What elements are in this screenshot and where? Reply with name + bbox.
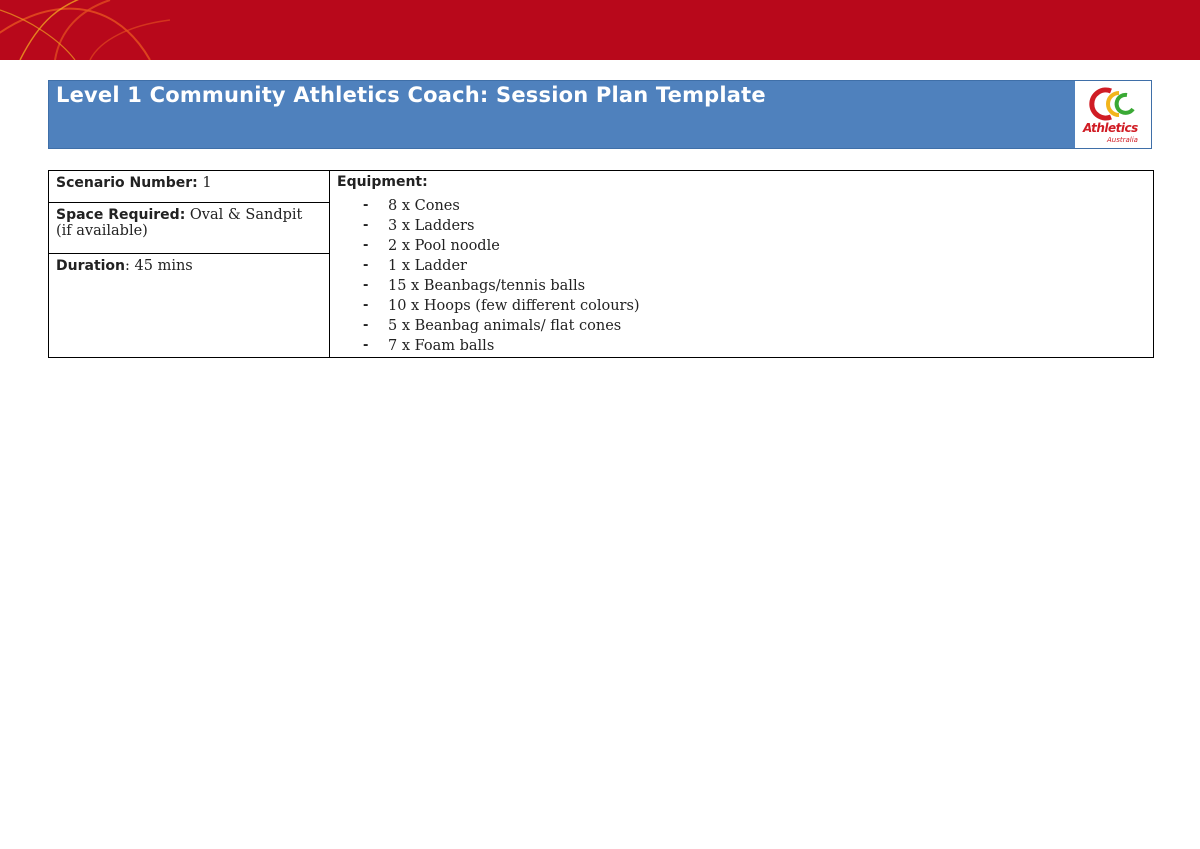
duration-label: Duration [56, 258, 126, 274]
equipment-label: Equipment: [337, 174, 428, 190]
bullet-dash: - [363, 338, 369, 353]
page-title: Level 1 Community Athletics Coach: Session Plan Template [56, 83, 766, 107]
session-info-table [48, 170, 1154, 358]
bullet-dash: - [363, 298, 369, 313]
logo-subtext: Australia [1107, 136, 1138, 144]
bullet-dash: - [363, 238, 369, 253]
equipment-item: 15 x Beanbags/tennis balls [388, 278, 586, 294]
equipment-cell [330, 171, 1154, 358]
top-banner [0, 0, 1200, 60]
equipment-item: 8 x Cones [388, 198, 460, 214]
list-item [337, 256, 1145, 276]
list-item [337, 316, 1145, 336]
space-value: Oval & Sandpit (if available) [56, 207, 303, 239]
equipment-item: 3 x Ladders [388, 218, 475, 234]
duration-value: : 45 mins [125, 258, 193, 274]
list-item [337, 296, 1145, 316]
list-item [337, 276, 1145, 296]
athletics-australia-logo [1075, 81, 1151, 148]
bullet-dash: - [363, 258, 369, 273]
equipment-list [337, 196, 1145, 356]
space-required-cell [49, 203, 330, 254]
scenario-cell [49, 171, 330, 203]
equipment-item: 10 x Hoops (few different colours) [388, 298, 640, 314]
scenario-label: Scenario Number: [56, 175, 198, 191]
equipment-item: 5 x Beanbag animals/ flat cones [388, 318, 622, 334]
bullet-dash: - [363, 218, 369, 233]
duration-cell [49, 254, 330, 358]
list-item [337, 196, 1145, 216]
banner-swirl-graphic [0, 0, 1200, 60]
equipment-item: 2 x Pool noodle [388, 238, 500, 254]
list-item [337, 336, 1145, 356]
bullet-dash: - [363, 278, 369, 293]
space-label: Space Required: [56, 207, 186, 223]
equipment-item: 7 x Foam balls [388, 338, 495, 354]
list-item [337, 216, 1145, 236]
equipment-item: 1 x Ladder [388, 258, 467, 274]
logo-text: Athletics [1083, 121, 1138, 135]
scenario-value: 1 [202, 175, 212, 191]
bullet-dash: - [363, 318, 369, 333]
bullet-dash: - [363, 198, 369, 213]
header-bar [48, 80, 1152, 149]
list-item [337, 236, 1145, 256]
logo-rings-icon [1089, 87, 1137, 121]
